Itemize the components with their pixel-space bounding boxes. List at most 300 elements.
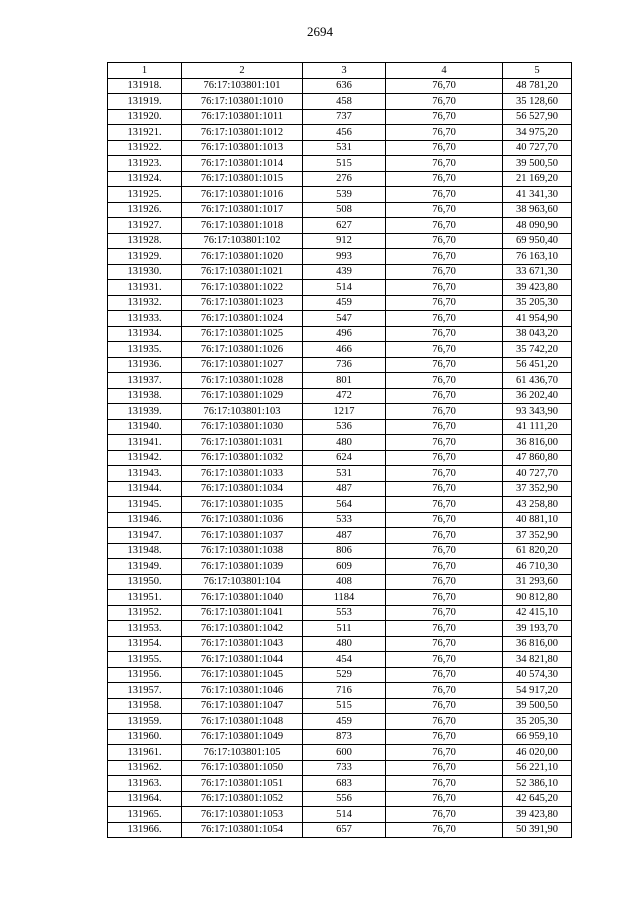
table-row xyxy=(108,109,572,125)
rate-cell: 76,70 xyxy=(386,822,503,838)
area-cell: 529 xyxy=(303,667,386,683)
rate-cell: 76,70 xyxy=(386,218,503,234)
row-number-cell: 131935. xyxy=(108,342,182,358)
cadastral-number-cell: 76:17:103801:1011 xyxy=(182,109,303,125)
area-cell: 456 xyxy=(303,125,386,141)
area-cell: 627 xyxy=(303,218,386,234)
area-cell: 556 xyxy=(303,791,386,807)
table-row xyxy=(108,683,572,699)
area-cell: 657 xyxy=(303,822,386,838)
row-number-cell: 131927. xyxy=(108,218,182,234)
rate-cell: 76,70 xyxy=(386,450,503,466)
cadastral-number-cell: 76:17:103801:1022 xyxy=(182,280,303,296)
table-row xyxy=(108,636,572,652)
rate-cell: 76,70 xyxy=(386,156,503,172)
area-cell: 480 xyxy=(303,435,386,451)
amount-cell: 35 205,30 xyxy=(503,714,572,730)
row-number-cell: 131931. xyxy=(108,280,182,296)
row-number-cell: 131940. xyxy=(108,419,182,435)
cadastral-number-cell: 76:17:103801:1052 xyxy=(182,791,303,807)
row-number-cell: 131921. xyxy=(108,125,182,141)
area-cell: 873 xyxy=(303,729,386,745)
area-cell: 553 xyxy=(303,605,386,621)
table-row xyxy=(108,264,572,280)
row-number-cell: 131948. xyxy=(108,543,182,559)
cadastral-number-cell: 76:17:103801:1048 xyxy=(182,714,303,730)
cadastral-number-cell: 76:17:103801:1017 xyxy=(182,202,303,218)
table-row xyxy=(108,435,572,451)
amount-cell: 36 202,40 xyxy=(503,388,572,404)
table-row xyxy=(108,512,572,528)
table-row xyxy=(108,78,572,94)
row-number-cell: 131962. xyxy=(108,760,182,776)
cadastral-number-cell: 76:17:103801:1039 xyxy=(182,559,303,575)
row-number-cell: 131959. xyxy=(108,714,182,730)
rate-cell: 76,70 xyxy=(386,652,503,668)
table-row xyxy=(108,326,572,342)
table-row xyxy=(108,140,572,156)
cadastral-number-cell: 76:17:103801:1012 xyxy=(182,125,303,141)
table-row xyxy=(108,419,572,435)
area-cell: 408 xyxy=(303,574,386,590)
area-cell: 515 xyxy=(303,698,386,714)
amount-cell: 40 881,10 xyxy=(503,512,572,528)
amount-cell: 39 500,50 xyxy=(503,698,572,714)
cadastral-number-cell: 76:17:103801:1024 xyxy=(182,311,303,327)
rate-cell: 76,70 xyxy=(386,605,503,621)
area-cell: 480 xyxy=(303,636,386,652)
row-number-cell: 131924. xyxy=(108,171,182,187)
rate-cell: 76,70 xyxy=(386,280,503,296)
row-number-cell: 131949. xyxy=(108,559,182,575)
cadastral-number-cell: 76:17:103801:1042 xyxy=(182,621,303,637)
column-header: 4 xyxy=(386,63,503,79)
table-row xyxy=(108,574,572,590)
table-row xyxy=(108,760,572,776)
row-number-cell: 131945. xyxy=(108,497,182,513)
rate-cell: 76,70 xyxy=(386,760,503,776)
amount-cell: 56 451,20 xyxy=(503,357,572,373)
table-row xyxy=(108,388,572,404)
table-row xyxy=(108,807,572,823)
cadastral-number-cell: 76:17:103801:1030 xyxy=(182,419,303,435)
area-cell: 531 xyxy=(303,140,386,156)
amount-cell: 56 527,90 xyxy=(503,109,572,125)
table-row xyxy=(108,171,572,187)
table-row xyxy=(108,621,572,637)
table-row xyxy=(108,249,572,265)
table-row xyxy=(108,357,572,373)
table-row xyxy=(108,528,572,544)
cadastral-number-cell: 76:17:103801:1023 xyxy=(182,295,303,311)
cadastral-number-cell: 76:17:103801:1043 xyxy=(182,636,303,652)
cadastral-number-cell: 76:17:103801:1049 xyxy=(182,729,303,745)
column-header: 2 xyxy=(182,63,303,79)
row-number-cell: 131957. xyxy=(108,683,182,699)
row-number-cell: 131923. xyxy=(108,156,182,172)
row-number-cell: 131937. xyxy=(108,373,182,389)
row-number-cell: 131964. xyxy=(108,791,182,807)
table-row xyxy=(108,729,572,745)
area-cell: 514 xyxy=(303,807,386,823)
table-row xyxy=(108,156,572,172)
area-cell: 806 xyxy=(303,543,386,559)
table-row xyxy=(108,497,572,513)
rate-cell: 76,70 xyxy=(386,466,503,482)
table-row xyxy=(108,559,572,575)
amount-cell: 36 816,00 xyxy=(503,636,572,652)
table-row xyxy=(108,776,572,792)
rate-cell: 76,70 xyxy=(386,807,503,823)
cadastral-number-cell: 76:17:103801:1034 xyxy=(182,481,303,497)
page-number: 2694 xyxy=(307,24,333,39)
amount-cell: 66 959,10 xyxy=(503,729,572,745)
rate-cell: 76,70 xyxy=(386,791,503,807)
table-row xyxy=(108,125,572,141)
area-cell: 514 xyxy=(303,280,386,296)
area-cell: 487 xyxy=(303,528,386,544)
table-body xyxy=(108,78,572,838)
cadastral-number-cell: 76:17:103801:1041 xyxy=(182,605,303,621)
row-number-cell: 131958. xyxy=(108,698,182,714)
area-cell: 533 xyxy=(303,512,386,528)
cadastral-number-cell: 76:17:103801:1050 xyxy=(182,760,303,776)
rate-cell: 76,70 xyxy=(386,435,503,451)
area-cell: 539 xyxy=(303,187,386,203)
row-number-cell: 131936. xyxy=(108,357,182,373)
table-row xyxy=(108,791,572,807)
area-cell: 472 xyxy=(303,388,386,404)
table-row xyxy=(108,652,572,668)
row-number-cell: 131954. xyxy=(108,636,182,652)
area-cell: 733 xyxy=(303,760,386,776)
cadastral-number-cell: 76:17:103801:1038 xyxy=(182,543,303,559)
rate-cell: 76,70 xyxy=(386,295,503,311)
area-cell: 801 xyxy=(303,373,386,389)
table-row xyxy=(108,667,572,683)
column-header: 3 xyxy=(303,63,386,79)
row-number-cell: 131953. xyxy=(108,621,182,637)
area-cell: 508 xyxy=(303,202,386,218)
amount-cell: 33 671,30 xyxy=(503,264,572,280)
amount-cell: 37 352,90 xyxy=(503,481,572,497)
row-number-cell: 131965. xyxy=(108,807,182,823)
amount-cell: 48 781,20 xyxy=(503,78,572,94)
table-row xyxy=(108,466,572,482)
cadastral-number-cell: 76:17:103801:1051 xyxy=(182,776,303,792)
table-row xyxy=(108,698,572,714)
rate-cell: 76,70 xyxy=(386,512,503,528)
area-cell: 912 xyxy=(303,233,386,249)
table-row xyxy=(108,311,572,327)
amount-cell: 40 727,70 xyxy=(503,140,572,156)
table-row xyxy=(108,404,572,420)
amount-cell: 93 343,90 xyxy=(503,404,572,420)
area-cell: 276 xyxy=(303,171,386,187)
cadastral-number-cell: 76:17:103801:1016 xyxy=(182,187,303,203)
rate-cell: 76,70 xyxy=(386,543,503,559)
amount-cell: 39 500,50 xyxy=(503,156,572,172)
rate-cell: 76,70 xyxy=(386,698,503,714)
table-row xyxy=(108,543,572,559)
rate-cell: 76,70 xyxy=(386,590,503,606)
table-row xyxy=(108,295,572,311)
cadastral-number-cell: 76:17:103801:1028 xyxy=(182,373,303,389)
cadastral-number-cell: 76:17:103801:105 xyxy=(182,745,303,761)
row-number-cell: 131925. xyxy=(108,187,182,203)
rate-cell: 76,70 xyxy=(386,636,503,652)
row-number-cell: 131934. xyxy=(108,326,182,342)
row-number-cell: 131961. xyxy=(108,745,182,761)
amount-cell: 37 352,90 xyxy=(503,528,572,544)
amount-cell: 21 169,20 xyxy=(503,171,572,187)
rate-cell: 76,70 xyxy=(386,729,503,745)
rate-cell: 76,70 xyxy=(386,621,503,637)
amount-cell: 35 128,60 xyxy=(503,94,572,110)
cadastral-number-cell: 76:17:103801:1018 xyxy=(182,218,303,234)
row-number-cell: 131933. xyxy=(108,311,182,327)
table-header-row xyxy=(108,63,572,79)
cadastral-number-cell: 76:17:103801:1027 xyxy=(182,357,303,373)
row-number-cell: 131942. xyxy=(108,450,182,466)
row-number-cell: 131941. xyxy=(108,435,182,451)
amount-cell: 41 111,20 xyxy=(503,419,572,435)
rate-cell: 76,70 xyxy=(386,528,503,544)
area-cell: 736 xyxy=(303,357,386,373)
cadastral-number-cell: 76:17:103801:1035 xyxy=(182,497,303,513)
amount-cell: 48 090,90 xyxy=(503,218,572,234)
row-number-cell: 131919. xyxy=(108,94,182,110)
cadastral-number-cell: 76:17:103801:1013 xyxy=(182,140,303,156)
table-row xyxy=(108,342,572,358)
row-number-cell: 131929. xyxy=(108,249,182,265)
area-cell: 624 xyxy=(303,450,386,466)
cadastral-number-cell: 76:17:103801:104 xyxy=(182,574,303,590)
row-number-cell: 131960. xyxy=(108,729,182,745)
cadastral-number-cell: 76:17:103801:1033 xyxy=(182,466,303,482)
table-row xyxy=(108,218,572,234)
amount-cell: 39 193,70 xyxy=(503,621,572,637)
rate-cell: 76,70 xyxy=(386,125,503,141)
amount-cell: 61 436,70 xyxy=(503,373,572,389)
amount-cell: 35 742,20 xyxy=(503,342,572,358)
cadastral-number-cell: 76:17:103801:1031 xyxy=(182,435,303,451)
row-number-cell: 131920. xyxy=(108,109,182,125)
row-number-cell: 131966. xyxy=(108,822,182,838)
cadastral-number-cell: 76:17:103801:1045 xyxy=(182,667,303,683)
cadastral-number-cell: 76:17:103801:1029 xyxy=(182,388,303,404)
rate-cell: 76,70 xyxy=(386,745,503,761)
rate-cell: 76,70 xyxy=(386,776,503,792)
amount-cell: 69 950,40 xyxy=(503,233,572,249)
rate-cell: 76,70 xyxy=(386,714,503,730)
area-cell: 636 xyxy=(303,78,386,94)
row-number-cell: 131950. xyxy=(108,574,182,590)
cadastral-number-cell: 76:17:103801:1010 xyxy=(182,94,303,110)
area-cell: 1217 xyxy=(303,404,386,420)
amount-cell: 34 975,20 xyxy=(503,125,572,141)
rate-cell: 76,70 xyxy=(386,481,503,497)
rate-cell: 76,70 xyxy=(386,202,503,218)
row-number-cell: 131943. xyxy=(108,466,182,482)
table-row xyxy=(108,822,572,838)
area-cell: 515 xyxy=(303,156,386,172)
amount-cell: 46 020,00 xyxy=(503,745,572,761)
area-cell: 511 xyxy=(303,621,386,637)
area-cell: 600 xyxy=(303,745,386,761)
amount-cell: 34 821,80 xyxy=(503,652,572,668)
cadastral-number-cell: 76:17:103801:1046 xyxy=(182,683,303,699)
table-row xyxy=(108,590,572,606)
cadastral-number-cell: 76:17:103801:1037 xyxy=(182,528,303,544)
row-number-cell: 131963. xyxy=(108,776,182,792)
cadastral-number-cell: 76:17:103801:103 xyxy=(182,404,303,420)
table-row xyxy=(108,605,572,621)
cadastral-number-cell: 76:17:103801:1032 xyxy=(182,450,303,466)
amount-cell: 46 710,30 xyxy=(503,559,572,575)
table-row xyxy=(108,373,572,389)
table-row xyxy=(108,202,572,218)
table-row xyxy=(108,450,572,466)
area-cell: 454 xyxy=(303,652,386,668)
row-number-cell: 131922. xyxy=(108,140,182,156)
rate-cell: 76,70 xyxy=(386,233,503,249)
area-cell: 459 xyxy=(303,295,386,311)
area-cell: 683 xyxy=(303,776,386,792)
amount-cell: 42 645,20 xyxy=(503,791,572,807)
area-cell: 609 xyxy=(303,559,386,575)
row-number-cell: 131926. xyxy=(108,202,182,218)
rate-cell: 76,70 xyxy=(386,357,503,373)
cadastral-number-cell: 76:17:103801:1040 xyxy=(182,590,303,606)
amount-cell: 90 812,80 xyxy=(503,590,572,606)
cadastral-number-cell: 76:17:103801:1021 xyxy=(182,264,303,280)
area-cell: 496 xyxy=(303,326,386,342)
table-row xyxy=(108,481,572,497)
table-row xyxy=(108,280,572,296)
amount-cell: 31 293,60 xyxy=(503,574,572,590)
amount-cell: 40 727,70 xyxy=(503,466,572,482)
cadastral-number-cell: 76:17:103801:102 xyxy=(182,233,303,249)
cadastral-number-cell: 76:17:103801:1044 xyxy=(182,652,303,668)
amount-cell: 38 043,20 xyxy=(503,326,572,342)
area-cell: 439 xyxy=(303,264,386,280)
amount-cell: 47 860,80 xyxy=(503,450,572,466)
amount-cell: 39 423,80 xyxy=(503,807,572,823)
amount-cell: 41 954,90 xyxy=(503,311,572,327)
row-number-cell: 131938. xyxy=(108,388,182,404)
table-row xyxy=(108,94,572,110)
row-number-cell: 131944. xyxy=(108,481,182,497)
row-number-cell: 131918. xyxy=(108,78,182,94)
rate-cell: 76,70 xyxy=(386,109,503,125)
rate-cell: 76,70 xyxy=(386,326,503,342)
table-row xyxy=(108,745,572,761)
area-cell: 466 xyxy=(303,342,386,358)
amount-cell: 36 816,00 xyxy=(503,435,572,451)
cadastral-number-cell: 76:17:103801:1047 xyxy=(182,698,303,714)
rate-cell: 76,70 xyxy=(386,497,503,513)
rate-cell: 76,70 xyxy=(386,667,503,683)
row-number-cell: 131952. xyxy=(108,605,182,621)
amount-cell: 40 574,30 xyxy=(503,667,572,683)
cadastral-number-cell: 76:17:103801:1020 xyxy=(182,249,303,265)
cadastral-number-cell: 76:17:103801:1026 xyxy=(182,342,303,358)
amount-cell: 39 423,80 xyxy=(503,280,572,296)
area-cell: 993 xyxy=(303,249,386,265)
data-table xyxy=(107,62,572,838)
column-header: 5 xyxy=(503,63,572,79)
amount-cell: 61 820,20 xyxy=(503,543,572,559)
cadastral-number-cell: 76:17:103801:1054 xyxy=(182,822,303,838)
rate-cell: 76,70 xyxy=(386,78,503,94)
rate-cell: 76,70 xyxy=(386,404,503,420)
row-number-cell: 131955. xyxy=(108,652,182,668)
amount-cell: 76 163,10 xyxy=(503,249,572,265)
cadastral-number-cell: 76:17:103801:101 xyxy=(182,78,303,94)
rate-cell: 76,70 xyxy=(386,342,503,358)
rate-cell: 76,70 xyxy=(386,311,503,327)
row-number-cell: 131932. xyxy=(108,295,182,311)
cadastral-number-cell: 76:17:103801:1053 xyxy=(182,807,303,823)
rate-cell: 76,70 xyxy=(386,559,503,575)
area-cell: 531 xyxy=(303,466,386,482)
rate-cell: 76,70 xyxy=(386,373,503,389)
rate-cell: 76,70 xyxy=(386,140,503,156)
rate-cell: 76,70 xyxy=(386,264,503,280)
amount-cell: 41 341,30 xyxy=(503,187,572,203)
area-cell: 536 xyxy=(303,419,386,435)
amount-cell: 43 258,80 xyxy=(503,497,572,513)
table-row xyxy=(108,233,572,249)
row-number-cell: 131947. xyxy=(108,528,182,544)
amount-cell: 42 415,10 xyxy=(503,605,572,621)
rate-cell: 76,70 xyxy=(386,683,503,699)
table-row xyxy=(108,187,572,203)
row-number-cell: 131939. xyxy=(108,404,182,420)
area-cell: 459 xyxy=(303,714,386,730)
amount-cell: 38 963,60 xyxy=(503,202,572,218)
rate-cell: 76,70 xyxy=(386,94,503,110)
area-cell: 716 xyxy=(303,683,386,699)
amount-cell: 52 386,10 xyxy=(503,776,572,792)
amount-cell: 50 391,90 xyxy=(503,822,572,838)
rate-cell: 76,70 xyxy=(386,249,503,265)
row-number-cell: 131928. xyxy=(108,233,182,249)
rate-cell: 76,70 xyxy=(386,187,503,203)
table-row xyxy=(108,714,572,730)
amount-cell: 56 221,10 xyxy=(503,760,572,776)
row-number-cell: 131930. xyxy=(108,264,182,280)
row-number-cell: 131956. xyxy=(108,667,182,683)
cadastral-number-cell: 76:17:103801:1015 xyxy=(182,171,303,187)
area-cell: 1184 xyxy=(303,590,386,606)
rate-cell: 76,70 xyxy=(386,171,503,187)
rate-cell: 76,70 xyxy=(386,388,503,404)
amount-cell: 54 917,20 xyxy=(503,683,572,699)
cadastral-number-cell: 76:17:103801:1014 xyxy=(182,156,303,172)
rate-cell: 76,70 xyxy=(386,419,503,435)
area-cell: 564 xyxy=(303,497,386,513)
row-number-cell: 131951. xyxy=(108,590,182,606)
column-header: 1 xyxy=(108,63,182,79)
area-cell: 547 xyxy=(303,311,386,327)
amount-cell: 35 205,30 xyxy=(503,295,572,311)
area-cell: 458 xyxy=(303,94,386,110)
area-cell: 487 xyxy=(303,481,386,497)
cadastral-number-cell: 76:17:103801:1025 xyxy=(182,326,303,342)
area-cell: 737 xyxy=(303,109,386,125)
